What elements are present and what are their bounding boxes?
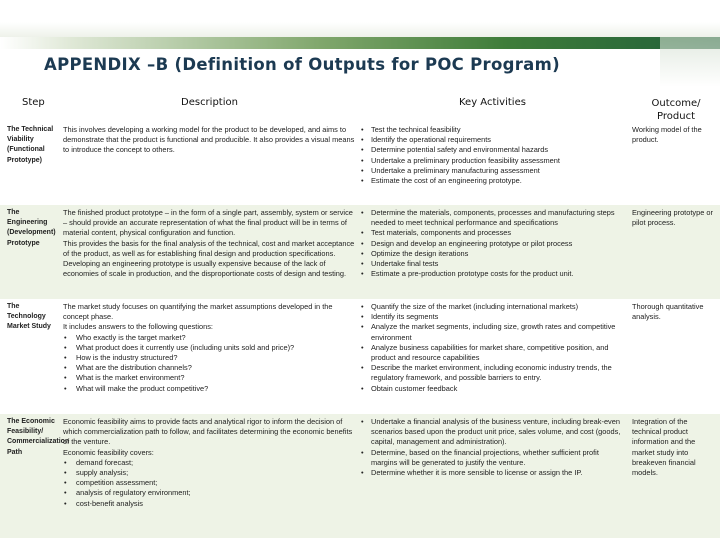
row-outcome: Working model of the product. [632,125,702,145]
activity-item: • Determine whether it is more sensible to license or assign the IP. [360,468,627,478]
activity-item: • Test the technical feasibility [360,125,627,135]
question-item: • What product does it currently use (including units sold and price)? [63,343,355,353]
column-header-outcome-line2: Product [657,111,695,122]
cover-item: • demand forecast; [63,458,355,468]
activity-item: • Determine the materials, components, processes and manufacturing steps needed to meet technical performance and specifications [360,208,627,228]
cover-item: • supply analysis; [63,468,355,478]
activity-item: • Estimate the cost of an engineering prototype. [360,176,627,186]
activity-item: • Analyze business capabilities for market share, competitive position, and product and resource capabilities [360,343,627,363]
activity-item: • Optimize the design iterations [360,249,627,259]
row-step: The Technical Viability (Functional Prototype) [7,126,54,164]
table-row-economic-feasibility [0,414,720,538]
activity-item: • Determine potential safety and environmental hazards [360,145,627,155]
question-item: • What will make the product competitive? [63,384,355,394]
question-item: • What are the distribution channels? [63,363,355,373]
column-header-description: Description [181,97,238,108]
cover-item: • cost-benefit analysis [63,499,355,509]
activity-item: • Undertake a preliminary production feasibility assessment [360,156,627,166]
activity-item: • Analyze the market segments, including size, growth rates and competitive environment [360,322,627,342]
header-band-fade [660,37,720,87]
question-item: • What is the market environment? [63,373,355,383]
question-item: • Who exactly is the target market? [63,333,355,343]
column-header-key-activities: Key Activities [459,97,526,108]
activity-item: • Design and develop an engineering prototype or pilot process [360,239,627,249]
description-paragraph: Economic feasibility covers: [63,447,154,457]
description-paragraph: This provides the basis for the final analysis of the technical, cost and market acceptance of the product, as well as for establishing final design and production specifications. Developing an engineering prototype is usually expensive because of the lack of economies of scale in production, and the disproportionate costs of design and testing. [63,238,355,279]
cover-item: • analysis of regulatory environment; [63,488,355,498]
table-row-engineering-prototype [0,205,720,299]
activity-item: • Test materials, components and processes [360,228,627,238]
description-paragraph: The market study focuses on quantifying the market assumptions developed in the concept phase. [63,302,333,322]
question-item: • How is the industry structured? [63,353,355,363]
column-header-outcome-line1: Outcome/ [651,98,701,109]
row-step: The Economic Feasibility/ Commercialization Path [7,418,70,456]
green-accent-bar [0,37,720,49]
activity-item: • Estimate a pre-production prototype costs for the product unit. [360,269,627,279]
activity-item: • Undertake a preliminary manufacturing assessment [360,166,627,176]
cover-item: • competition assessment; [63,478,355,488]
activity-item: • Describe the market environment, including economic industry trends, the regulatory framework, and possible barriers to entry. [360,363,627,383]
description-paragraph: Economic feasibility aims to provide facts and analytical rigor to inform the decision of which commercialization path to follow, and facilitates determining the economic benefits of the venture. [63,417,353,447]
row-description [63,302,355,394]
column-header-step: Step [22,97,45,108]
row-description: This involves developing a working model for the product to be developed, and aims to demonstrate that the product is functional and producible. It also provides a visual means to introduce the concept to others. [63,125,355,155]
column-header-outcome [636,97,716,123]
activity-item: • Identify the operational requirements [360,135,627,145]
activity-item: • Undertake final tests [360,259,627,269]
row-activities [360,208,627,279]
row-step: The Engineering (Development) Prototype [7,209,56,247]
table-row-market-study [0,300,720,412]
activity-item: • Identify its segments [360,312,627,322]
activity-item: • Quantify the size of the market (including international markets) [360,302,627,312]
description-paragraph: The finished product prototype – in the form of a single part, assembly, system or service – should provide an accurate representation of what the final product will be in terms of material content, physical configuration and function. [63,208,353,238]
row-activities [360,417,627,478]
header-band [0,0,720,37]
row-step: The Technology Market Study [7,303,51,331]
table-row-technical-viability [0,123,720,204]
row-outcome: Thorough quantitative analysis. [632,302,704,322]
activity-item: • Determine, based on the financial projections, whether sufficient profit margins will be generated to justify the venture. [360,448,627,468]
page-title: APPENDIX –B (Definition of Outputs for POC Program) [44,55,560,74]
row-activities [360,302,627,394]
row-outcome: Integration of the technical product information and the market study into breakeven financial models. [632,417,696,478]
activity-item: • Undertake a financial analysis of the business venture, including break-even scenarios based upon the product unit price, sales volume, and cost (goods, capital, management and administration). [360,417,627,448]
activity-item: • Obtain customer feedback [360,384,627,394]
description-paragraph: It includes answers to the following questions: [63,322,213,332]
row-description [63,208,355,279]
row-description [63,417,355,509]
row-activities [360,125,627,186]
row-outcome: Engineering prototype or pilot process. [632,208,713,228]
